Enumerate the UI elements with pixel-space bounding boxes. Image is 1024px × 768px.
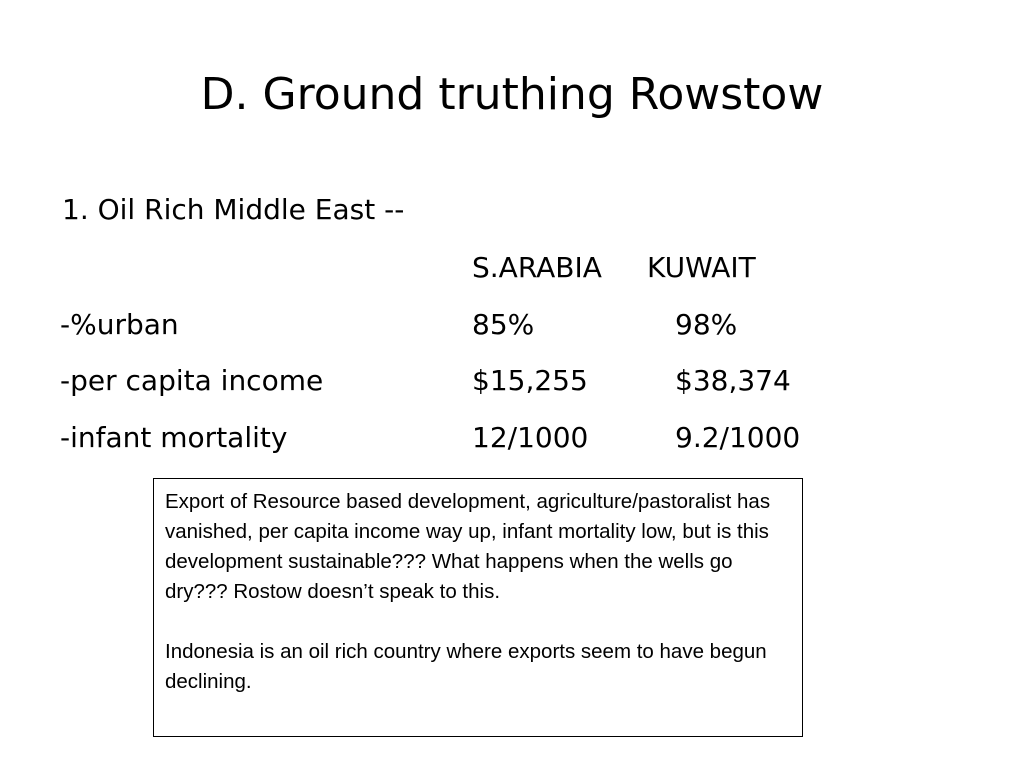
urban-kuwait-value: 98%: [675, 308, 738, 341]
column-header-kuwait: KUWAIT: [647, 251, 756, 284]
urban-saudi-arabia-value: 85%: [472, 308, 535, 341]
section-heading: 1. Oil Rich Middle East --: [62, 193, 405, 226]
slide-title: D. Ground truthing Rowstow: [200, 69, 824, 120]
column-header-saudi-arabia: S.ARABIA: [472, 251, 602, 284]
mortality-saudi-arabia-value: 12/1000: [472, 421, 589, 454]
income-saudi-arabia-value: $15,255: [472, 364, 588, 397]
income-kuwait-value: $38,374: [675, 364, 791, 397]
note-paragraph-sustainability: Export of Resource based development, agriculture/pastoralist has vanished, per capita income way up, infant mortality low, but is this development sustainable??? What happens when the wells go dry??? Rostow doesn’t speak to this.: [165, 490, 771, 603]
note-text-box: [153, 478, 803, 737]
row-label-urban: -%urban: [60, 308, 179, 341]
note-paragraph-indonesia: Indonesia is an oil rich country where exports seem to have begun declining.: [165, 640, 767, 693]
row-label-infant-mortality: -infant mortality: [60, 421, 288, 454]
row-label-per-capita-income: -per capita income: [60, 364, 324, 397]
mortality-kuwait-value: 9.2/1000: [675, 421, 801, 454]
